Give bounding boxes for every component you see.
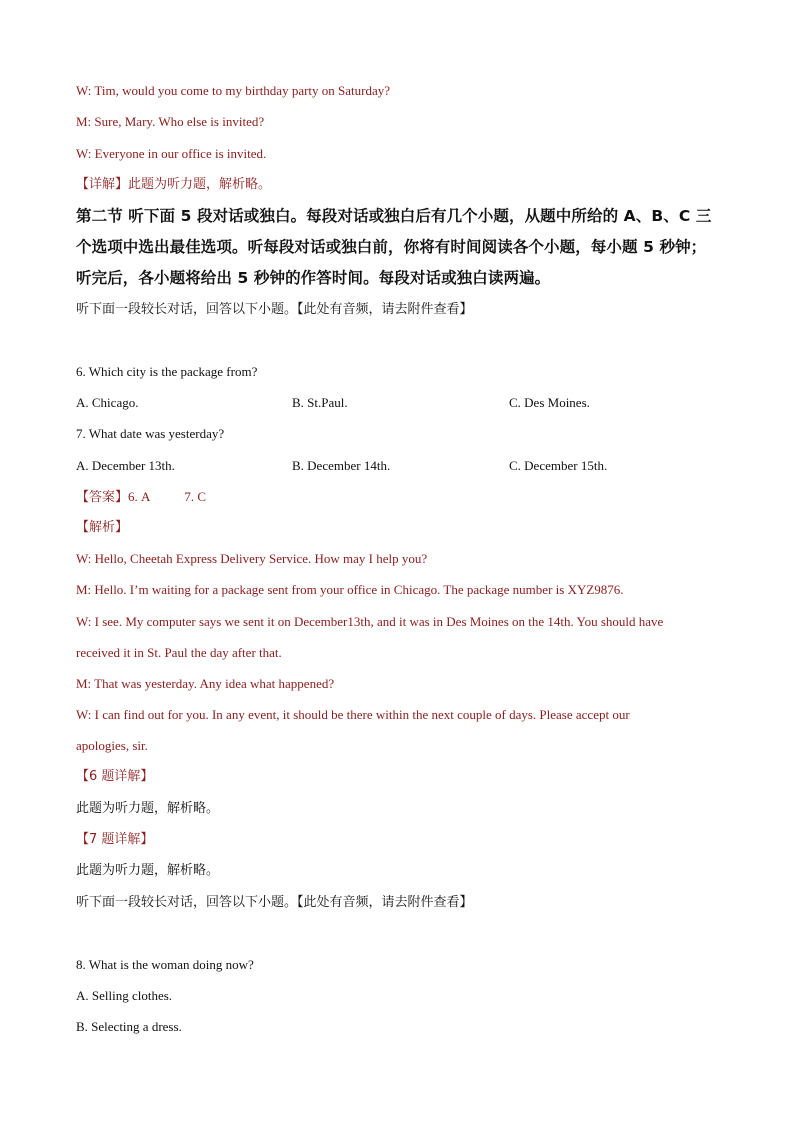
question-8: 8. What is the woman doing now? (76, 957, 254, 972)
detail7-text: 此题为听力题，解析略。 (76, 863, 220, 878)
answer-7: 7. C (184, 489, 207, 504)
listen-intro-2: 听下面一段较长对话，回答以下小题。【此处有音频，请去附件查看】 (76, 895, 473, 910)
section2-line3: 听完后，各小题将给出 5 秒钟的作答时间。每段对话或独白读两遍。 (76, 269, 551, 287)
answer-6: 6. A (128, 489, 151, 504)
question-6: 6. Which city is the package from? (76, 364, 258, 379)
section2-line1: 第二节 听下面 5 段对话或独白。每段对话或独白后有几个小题，从题中所给的 A、B、C 三 (76, 207, 712, 225)
analysis-label: 【解析】 (76, 520, 129, 535)
detail6-text: 此题为听力题，解析略。 (76, 801, 220, 816)
dialogue2-line3: W: I see. My computer says we sent it on December13th, and it was in Des Moines on the 14th. You should have (76, 614, 664, 629)
dialogue2-line7: apologies, sir. (76, 738, 148, 753)
dialogue1-line3: W: Everyone in our office is invited. (76, 146, 267, 161)
q6-option-c: C. Des Moines. (509, 395, 590, 410)
detail7-label: 【7 题详解】 (76, 832, 154, 847)
q6-option-a: A. Chicago. (76, 395, 139, 410)
question-7: 7. What date was yesterday? (76, 426, 225, 441)
q8-option-b: B. Selecting a dress. (76, 1019, 182, 1034)
q7-option-c: C. December 15th. (509, 458, 608, 473)
dialogue1-line1: W: Tim, would you come to my birthday party on Saturday? (76, 83, 391, 98)
q7-option-b: B. December 14th. (292, 458, 391, 473)
dialogue2-line2: M: Hello. I’m waiting for a package sent from your office in Chicago. The package number is XYZ9876. (76, 582, 624, 597)
answer-line (76, 488, 206, 507)
q8-option-a: A. Selling clothes. (76, 988, 173, 1003)
detail1: 【详解】此题为听力题，解析略。 (76, 177, 272, 192)
dialogue2-line4: received it in St. Paul the day after that. (76, 645, 282, 660)
q6-option-b: B. St.Paul. (292, 395, 348, 410)
listen-intro-1: 听下面一段较长对话，回答以下小题。【此处有音频，请去附件查看】 (76, 302, 473, 317)
detail6-label: 【6 题详解】 (76, 769, 154, 784)
section2-line2: 个选项中选出最佳选项。听每段对话或独白前，你将有时间阅读各个小题，每小题 5 秒钟； (76, 238, 707, 256)
dialogue2-line1: W: Hello, Cheetah Express Delivery Service. How may I help you? (76, 551, 428, 566)
dialogue2-line5: M: That was yesterday. Any idea what happened? (76, 676, 335, 691)
q7-option-a: A. December 13th. (76, 458, 175, 473)
dialogue2-line6: W: I can find out for you. In any event, it should be there within the next couple of days. Please accept our (76, 707, 630, 722)
answer-label: 【答案】 (76, 490, 129, 505)
dialogue1-line2: M: Sure, Mary. Who else is invited? (76, 114, 265, 129)
